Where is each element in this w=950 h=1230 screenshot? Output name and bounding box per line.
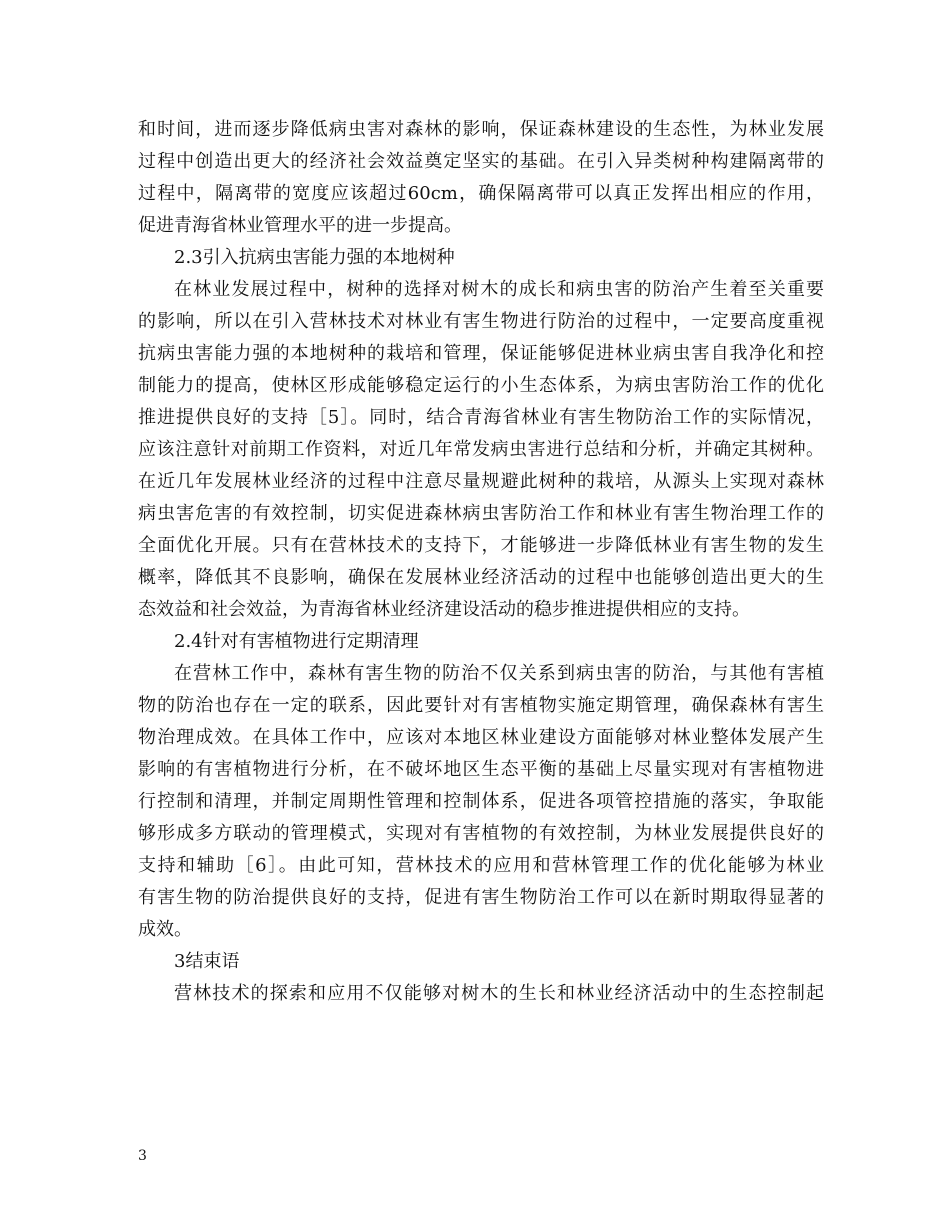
text-line: 成效。 [138,919,192,940]
text-line: 制能力的提高，使林区形成能够稳定运行的小生态体系，为病虫害防治工作的优化 [138,375,824,396]
text-line: 抗病虫害能力强的本地树种的栽培和管理，保证能够促进林业病虫害自我净化和控 [138,343,824,364]
text-line: 行控制和清理，并制定周期性管理和控制体系，促进各项管控措施的落实，争取能 [138,791,824,812]
section-heading-text: 2.3引入抗病虫害能力强的本地树种 [174,247,455,268]
text-line: 和时间，进而逐步降低病虫害对森林的影响，保证森林建设的生态性，为林业发展 [138,119,824,140]
paragraph [138,978,824,1010]
paragraph [138,114,824,242]
section-heading-text: 2.4针对有害植物进行定期清理 [174,631,419,652]
text-line: 在近几年发展林业经济的过程中注意尽量规避此树种的栽培，从源头上实现对森林 [138,471,824,492]
text-line: 病虫害危害的有效控制，切实促进森林病虫害防治工作和林业有害生物治理工作的 [138,503,824,524]
text-line: 过程中创造出更大的经济社会效益奠定坚实的基础。在引入异类树种构建隔离带的 [138,151,824,172]
text-line: 在林业发展过程中，树种的选择对树木的成长和病虫害的防治产生着至关重要 [174,279,824,300]
text-line: 影响的有害植物进行分析，在不破坏地区生态平衡的基础上尽量实现对有害植物进 [138,759,824,780]
text-line: 在营林工作中，森林有害生物的防治不仅关系到病虫害的防治，与其他有害植 [174,663,824,684]
text-line: 物治理成效。在具体工作中，应该对本地区林业建设方面能够对林业整体发展产生 [138,727,824,748]
text-line: 营林技术的探索和应用不仅能够对树木的生长和林业经济活动中的生态控制起 [174,983,824,1004]
section-heading [138,242,824,274]
text-line: 概率，降低其不良影响，确保在发展林业经济活动的过程中也能够创造出更大的生 [138,567,824,588]
text-line: 推进提供良好的支持［5］。同时，结合青海省林业有害生物防治工作的实际情况， [138,407,824,428]
text-line: 有害生物的防治提供良好的支持，促进有害生物防治工作可以在新时期取得显著的 [138,887,824,908]
text-line: 应该注意针对前期工作资料，对近几年常发病虫害进行总结和分析，并确定其树种。 [138,439,824,460]
text-line: 物的防治也存在一定的联系，因此要针对有害植物实施定期管理，确保森林有害生 [138,695,824,716]
section-heading-text: 3结束语 [174,951,240,972]
page-number: 3 [138,1148,147,1164]
document-body [138,114,824,1010]
section-heading [138,946,824,978]
text-line: 全面优化开展。只有在营林技术的支持下，才能够进一步降低林业有害生物的发生 [138,535,824,556]
text-line: 促进青海省林业管理水平的进一步提高。 [138,215,462,236]
section-heading [138,626,824,658]
text-line: 的影响，所以在引入营林技术对林业有害生物进行防治的过程中，一定要高度重视 [138,311,824,332]
text-line: 够形成多方联动的管理模式，实现对有害植物的有效控制，为林业发展提供良好的 [138,823,824,844]
text-line: 支持和辅助［6］。由此可知，营林技术的应用和营林管理工作的优化能够为林业 [138,855,824,876]
text-line: 过程中，隔离带的宽度应该超过60cm，确保隔离带可以真正发挥出相应的作用， [138,183,824,204]
text-line: 态效益和社会效益，为青海省林业经济建设活动的稳步推进提供相应的支持。 [138,599,750,620]
paragraph [138,658,824,946]
paragraph [138,274,824,626]
